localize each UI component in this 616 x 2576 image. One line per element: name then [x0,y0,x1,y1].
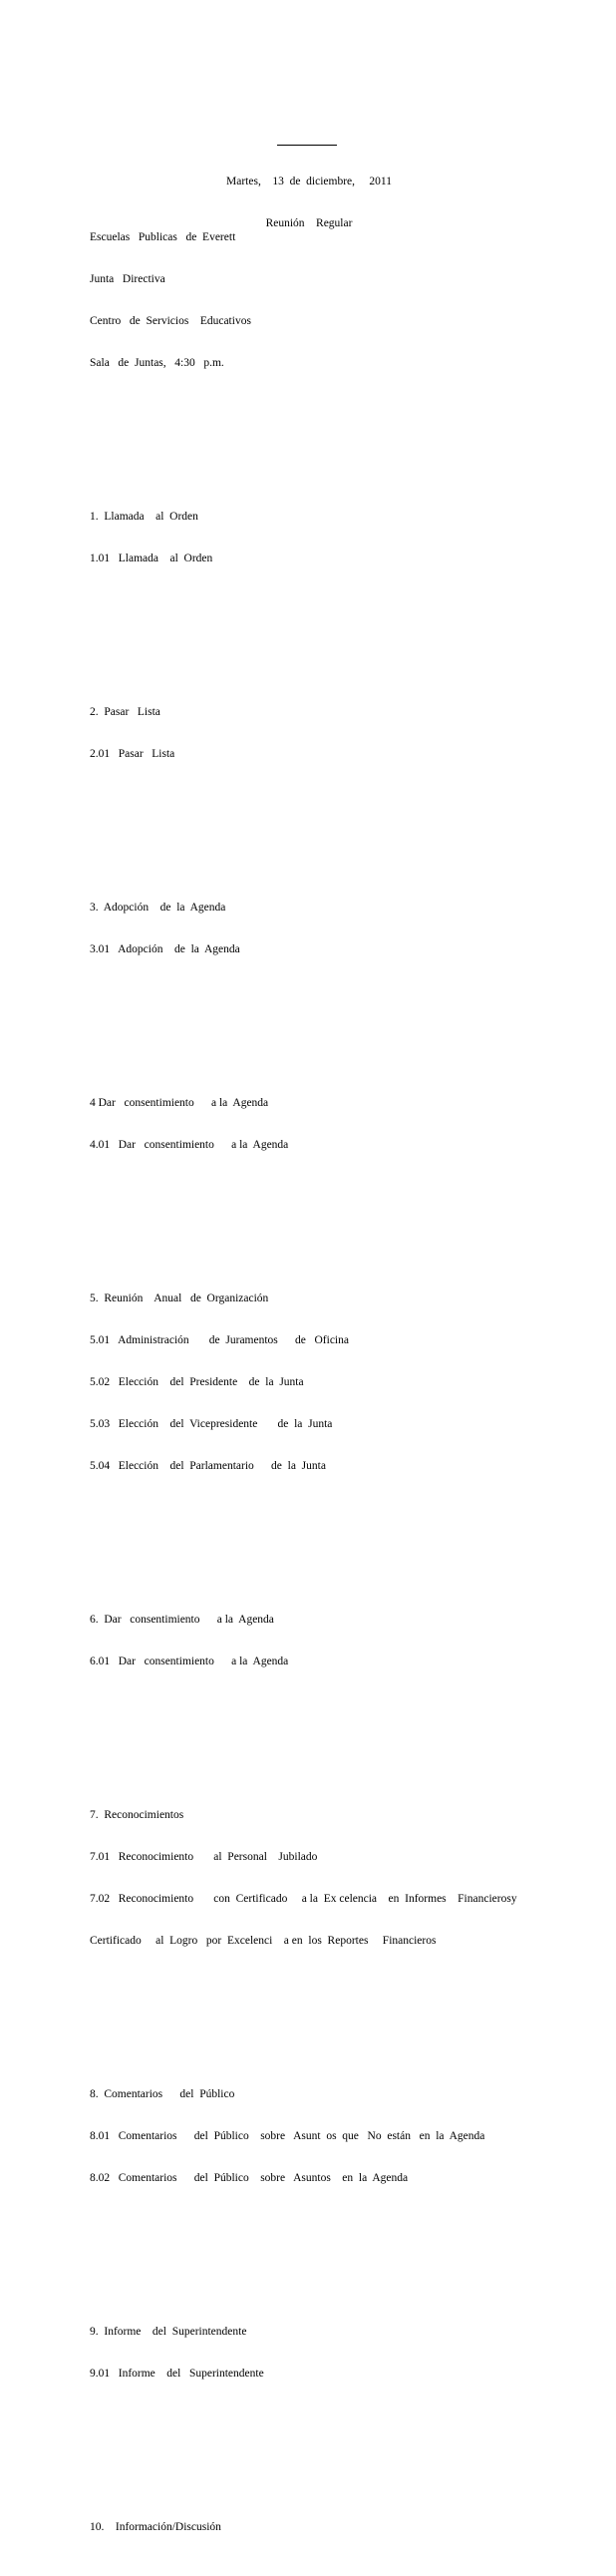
agenda-item: 6.01 Dar consentimiento a la Agenda [90,1656,289,1667]
section-title: 7. Reconocimientos [90,1809,184,1821]
organization-block [90,202,488,398]
agenda-item-wide [90,1892,517,1906]
agenda-item: 9.01 Informe del Superintendente [90,2368,264,2380]
agenda-item-text-end: y [510,1893,517,1905]
agenda-item: 8.01 Comentarios del Público sobre Asunt os que No están en la Agenda [90,2130,485,2142]
org-line: Escuelas Publicas de Everett [90,231,236,243]
agenda-item: 1.01 Llamada al Orden [90,552,213,564]
agenda-section-10 [90,2492,488,2562]
org-line: Junta Directiva [90,273,165,285]
agenda-section-7 [90,1780,517,1976]
agenda-item: 2.01 Pasar Lista [90,748,175,760]
header-rule [277,145,337,146]
agenda-section-8 [90,2059,488,2213]
section-title: 10. Información/Discusión [90,2521,221,2533]
agenda-section-5 [90,1264,488,1501]
section-title: 8. Comentarios del Público [90,2088,235,2100]
section-title: 6. Dar consentimiento a la Agenda [90,1614,274,1626]
agenda-item: 5.02 Elección del Presidente de la Junta [90,1376,304,1388]
section-title: 2. Pasar Lista [90,706,160,718]
org-line: Centro de Servicios Educativos [90,315,251,327]
agenda-section-4 [90,1068,488,1180]
section-title: 4 Dar consentimiento a la Agenda [90,1097,269,1109]
agenda-item: 7.01 Reconocimiento al Personal Jubilado [90,1851,318,1863]
agenda-item: 4.01 Dar consentimiento a la Agenda [90,1139,289,1151]
agenda-section-6 [90,1585,488,1696]
agenda-item: 5.03 Elección del Vicepresidente de la Junta [90,1418,333,1430]
agenda-document [90,175,517,2576]
agenda-item: 5.01 Administración de Juramentos de Oficina [90,1334,349,1346]
agenda-item: 5.04 Elección del Parlamentario de la Junta [90,1460,326,1472]
section-title: 9. Informe del Superintendente [90,2326,247,2338]
agenda-item-continuation: Certificado al Logro por Excelenci a en los Reportes Financieros [90,1935,437,1947]
agenda-section-9 [90,2297,488,2408]
agenda-item-text: 7.02 Reconocimiento con Certificado a la Ex celencia en Informes Financieros [90,1893,511,1905]
agenda-section-1 [90,482,488,593]
agenda-section-3 [90,873,488,984]
meeting-type: Reunión Regular [265,217,353,229]
org-line: Sala de Juntas, 4:30 p.m. [90,357,224,369]
agenda-item: 8.02 Comentarios del Público sobre Asuntos en la Agenda [90,2172,409,2184]
section-title: 3. Adopción de la Agenda [90,902,226,914]
meeting-date: Martes, 13 de diciembre, 2011 [226,176,392,187]
agenda-section-2 [90,677,488,789]
section-title: 1. Llamada al Orden [90,511,198,523]
section-title: 5. Reunión Anual de Organización [90,1292,269,1304]
agenda-item: 3.01 Adopción de la Agenda [90,943,240,955]
